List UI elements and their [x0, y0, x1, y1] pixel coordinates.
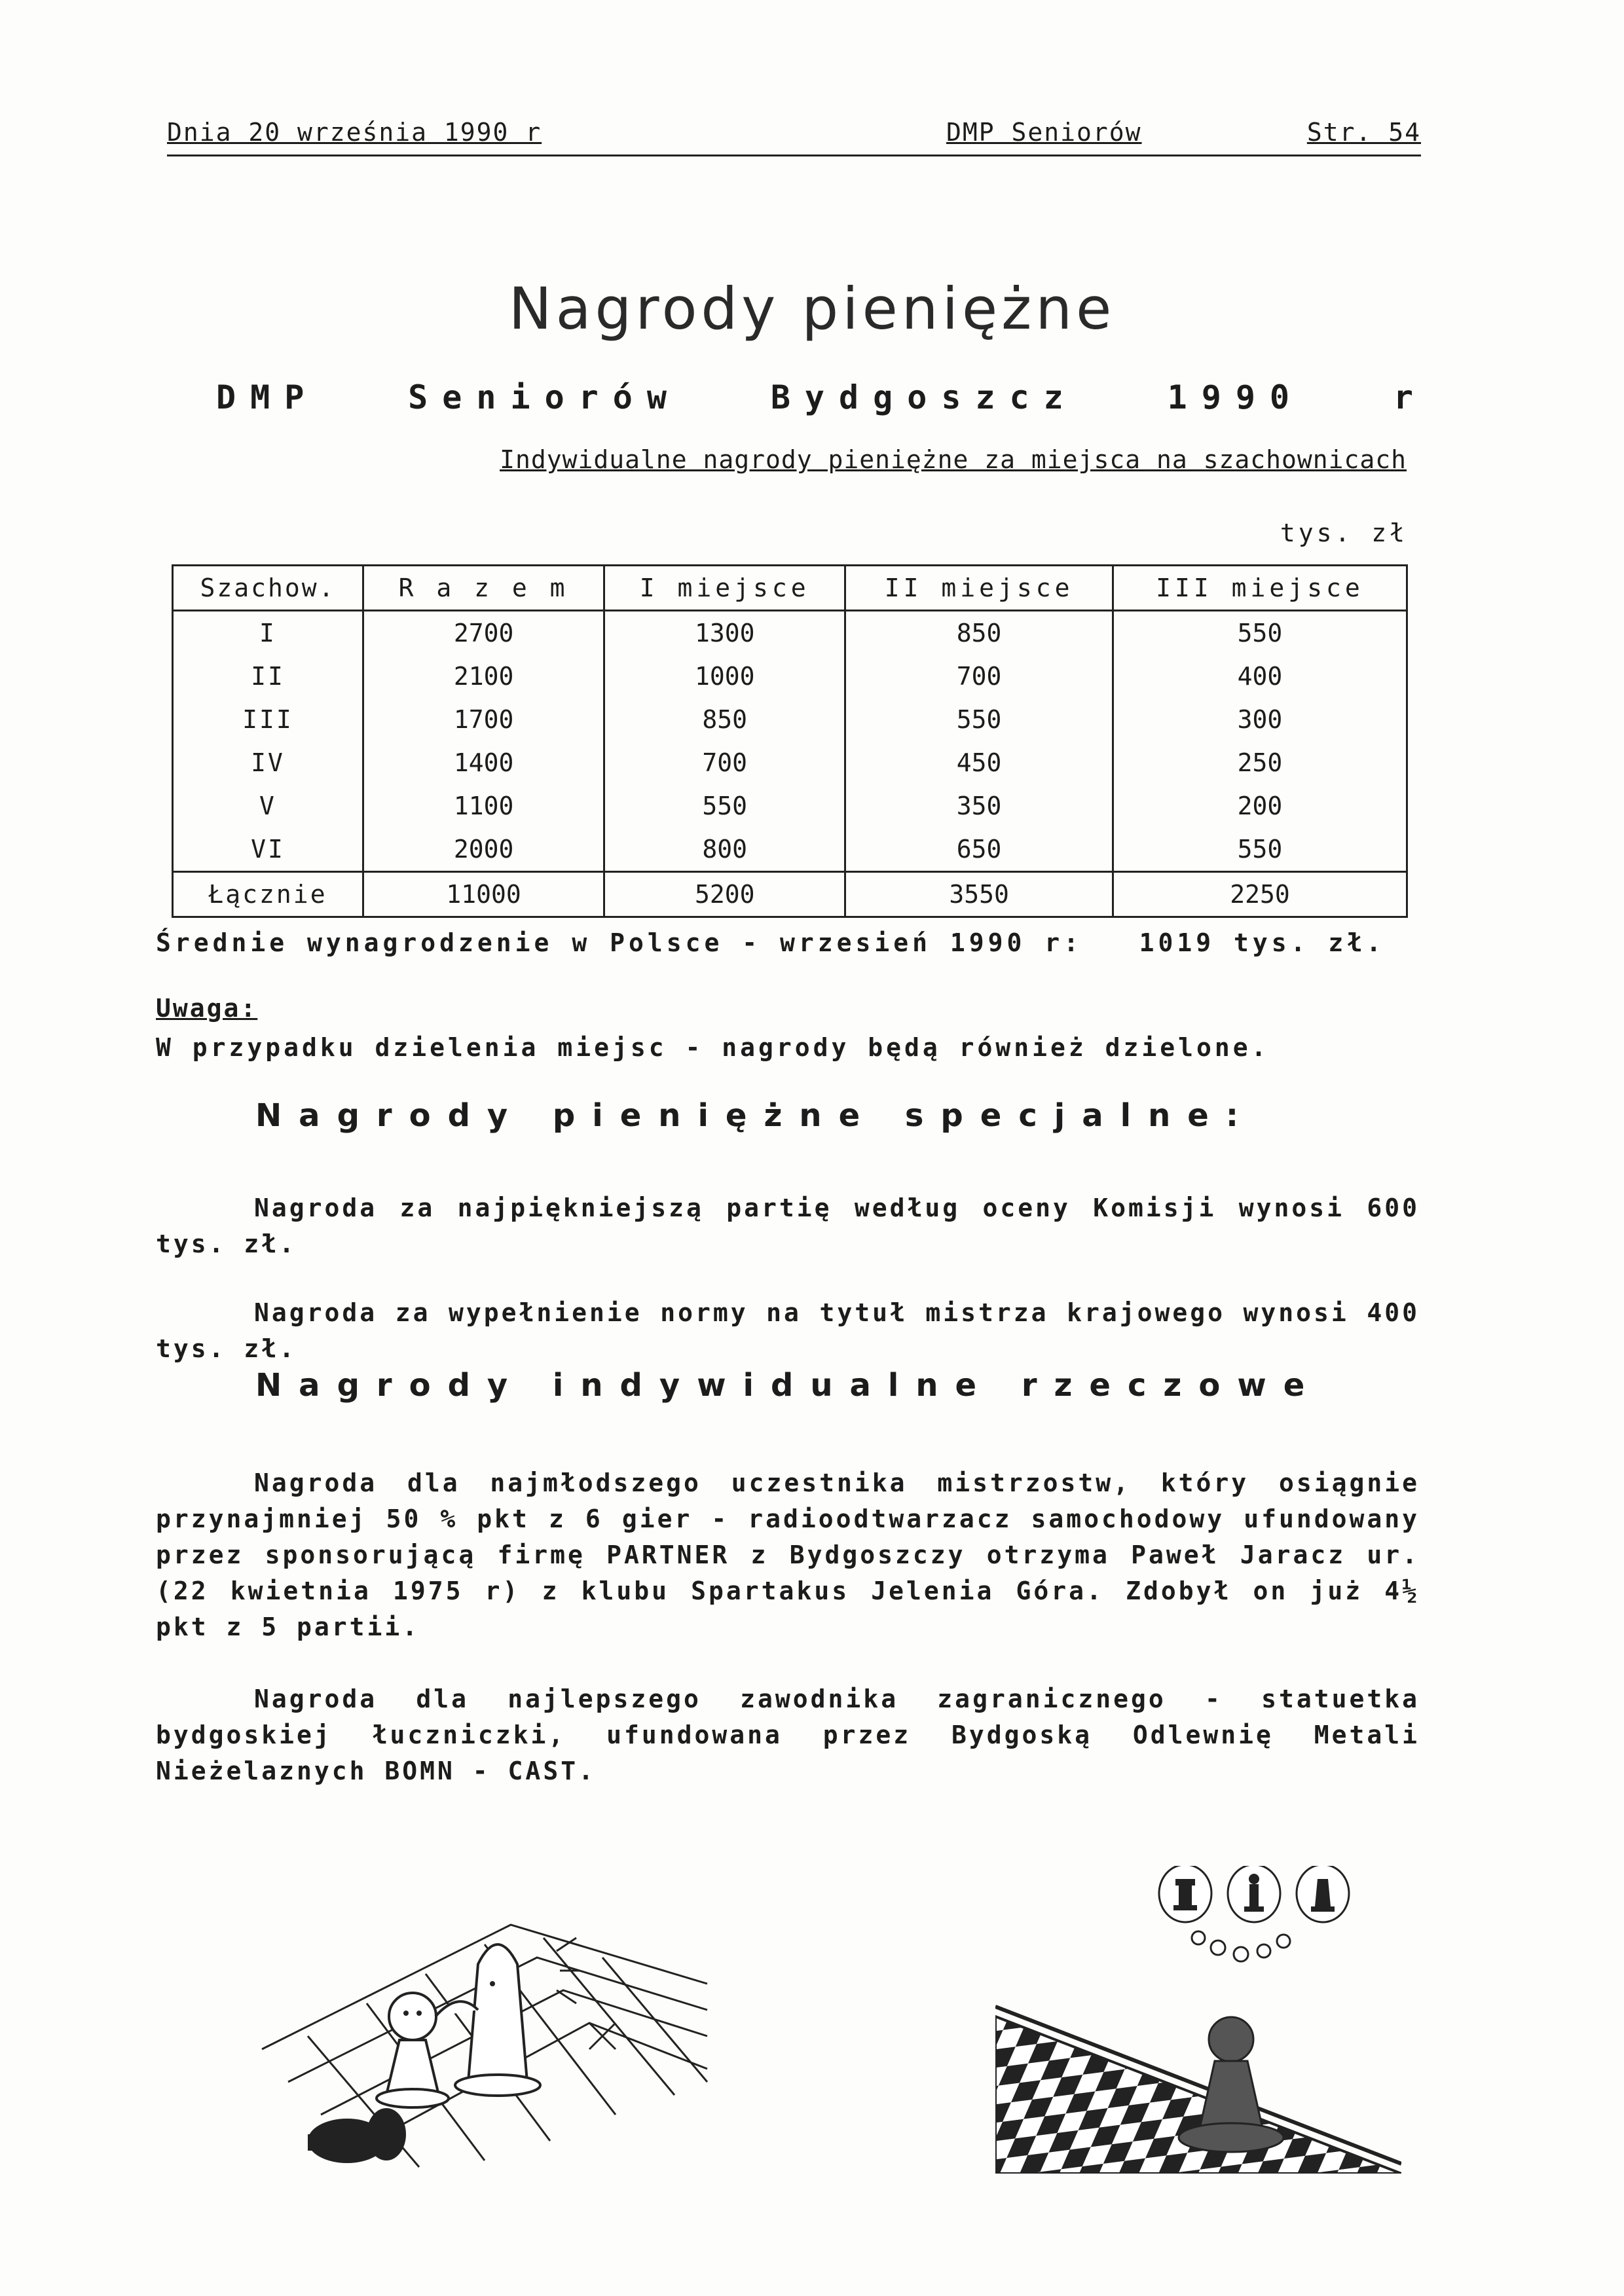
table-row — [173, 741, 1407, 784]
table-cell: 550 — [604, 784, 845, 828]
table-cell: 650 — [845, 828, 1113, 872]
table-cell: 5200 — [604, 872, 845, 917]
table-row — [173, 698, 1407, 741]
section-heading-material: Nagrody indywidualne rzeczowe — [255, 1367, 1322, 1404]
material-prize-paragraph: Nagroda dla najlepszego zawodnika zagranicznego - statuetka bydgoskiej łuczniczki, ufundowana przez Bydgoską Odlewnię Metali Nieżelaznych BOMN - CAST. — [156, 1685, 1420, 1785]
table-cell: 700 — [845, 655, 1113, 698]
table-cell: 11000 — [363, 872, 604, 917]
table-cell: 450 — [845, 741, 1113, 784]
table-cell: 2250 — [1113, 872, 1407, 917]
table-cell: 2700 — [363, 611, 604, 655]
table-cell: 200 — [1113, 784, 1407, 828]
table-cell: 2100 — [363, 655, 604, 698]
table-row — [173, 828, 1407, 872]
column-header: III miejsce — [1113, 566, 1407, 611]
table-cell: 1300 — [604, 611, 845, 655]
table-cell: I — [173, 611, 363, 655]
table-cell: 700 — [604, 741, 845, 784]
table-cell: 850 — [845, 611, 1113, 655]
special-prize-paragraph: Nagroda za wypełnienie normy na tytuł mistrza krajowego wynosi 400 tys. zł. — [156, 1298, 1420, 1363]
subtitle-word: r — [1393, 378, 1428, 416]
table-row — [173, 655, 1407, 698]
subtitle-word: Bydgoszcz — [770, 378, 1078, 416]
prize-table — [172, 564, 1408, 918]
dreaming-pawn-illustration — [995, 1866, 1401, 2174]
table-row — [173, 784, 1407, 828]
table-cell: 350 — [845, 784, 1113, 828]
table-cell: 1700 — [363, 698, 604, 741]
table-cell: 400 — [1113, 655, 1407, 698]
table-cell: II — [173, 655, 363, 698]
table-cell: 300 — [1113, 698, 1407, 741]
column-header: R a z e m — [363, 566, 604, 611]
special-prize-paragraph: Nagroda za najpiękniejszą partię według oceny Komisji wynosi 600 tys. zł. — [156, 1194, 1420, 1258]
note-text: W przypadku dzielenia miejsc - nagrody będą również dzielone. — [156, 1033, 1270, 1062]
table-header-row — [173, 566, 1407, 611]
table-cell: III — [173, 698, 363, 741]
table-cell: 850 — [604, 698, 845, 741]
subtitle-word: Seniorów — [408, 378, 681, 416]
table-cell: 2000 — [363, 828, 604, 872]
table-total-row — [173, 872, 1407, 917]
table-cell: 3550 — [845, 872, 1113, 917]
table-cell: 1400 — [363, 741, 604, 784]
average-salary-line: Średnie wynagrodzenie w Polsce - wrzesień 1990 r: 1019 tys. zł. — [156, 928, 1386, 957]
table-row — [173, 611, 1407, 655]
subtitle-word: DMP — [216, 378, 319, 416]
table-cell: 1000 — [604, 655, 845, 698]
table-cell: 800 — [604, 828, 845, 872]
table-cell: IV — [173, 741, 363, 784]
chess-pieces-cartoon-illustration — [249, 1886, 720, 2187]
table-cell: 1100 — [363, 784, 604, 828]
table-cell: VI — [173, 828, 363, 872]
material-prize-paragraph: Nagroda dla najmłodszego uczestnika mistrzostw, który osiągnie przynajmniej 50 % pkt z 6 gier - radioodtwarzacz samochodowy ufundowany przez sponsorującą firmę PARTNER z Bydgoszczy otrzyma Paweł Jaracz ur. (22 kwietnia 1975 r) z klubu Spartakus Jelenia Góra. Zdobył on już 4½ pkt z 5 partii. — [156, 1468, 1420, 1641]
section-heading-special: Nagrody pieniężne specjalne: — [255, 1097, 1256, 1134]
table-cell: 250 — [1113, 741, 1407, 784]
column-header: II miejsce — [845, 566, 1113, 611]
header-date: Dnia 20 września 1990 r — [167, 118, 542, 147]
column-header: I miejsce — [604, 566, 845, 611]
table-caption: Indywidualne nagrody pieniężne za miejsca na szachownicach — [500, 445, 1407, 474]
table-cell: 550 — [1113, 611, 1407, 655]
page-subtitle — [216, 378, 1428, 416]
table-units: tys. zł — [1280, 519, 1408, 547]
table-cell: 550 — [1113, 828, 1407, 872]
table-cell: Łącznie — [173, 872, 363, 917]
page-title: Nagrody pieniężne — [508, 275, 1116, 342]
column-header: Szachow. — [173, 566, 363, 611]
header-event: DMP Seniorów — [946, 118, 1142, 147]
header-page-number: Str. 54 — [1306, 118, 1421, 147]
subtitle-word: 1990 — [1167, 378, 1304, 416]
page-header — [167, 118, 1421, 156]
note-label: Uwaga: — [156, 994, 258, 1023]
table-cell: V — [173, 784, 363, 828]
table-cell: 550 — [845, 698, 1113, 741]
